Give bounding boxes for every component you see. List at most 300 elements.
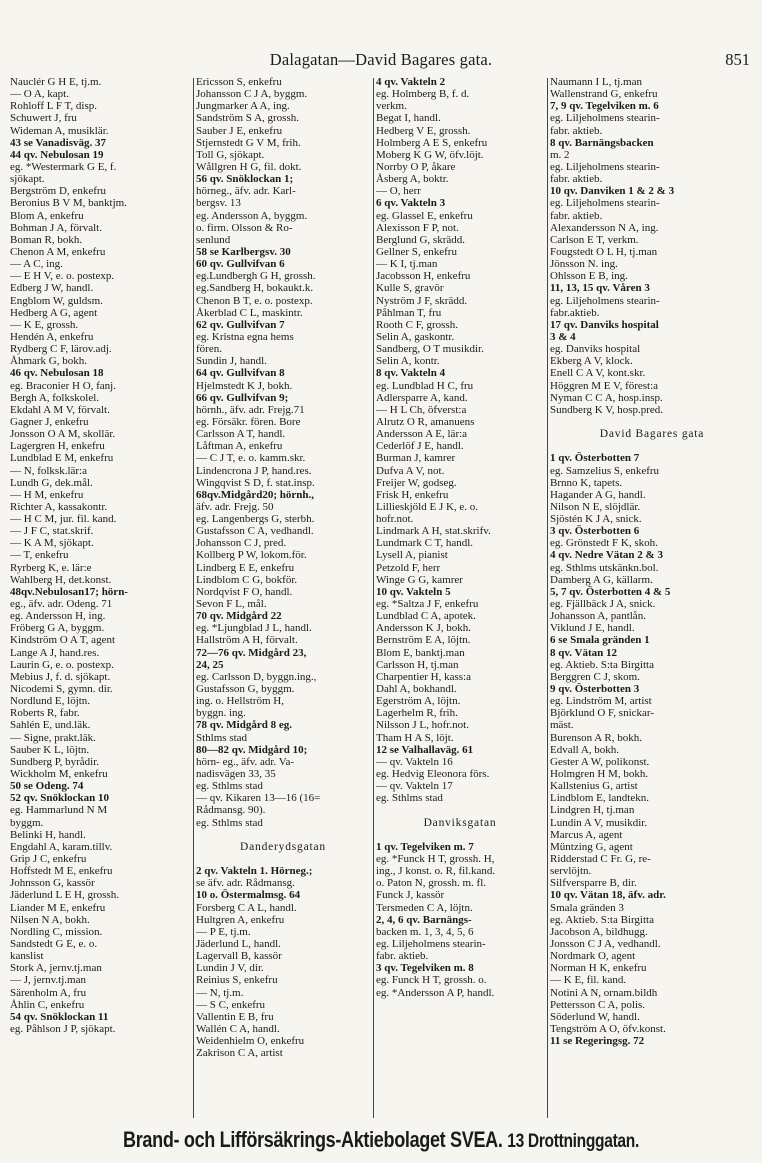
directory-line: Engdahl A, karam.tillv. <box>10 840 113 853</box>
directory-line: Kulle S, gravör <box>376 282 444 295</box>
directory-line: 5, 7 qv. Österbotten 4 & 5 <box>550 585 671 598</box>
directory-line: Andersson A E, lär:a <box>376 428 468 441</box>
directory-line: Ridderstad C Fr. G, re- <box>550 853 651 865</box>
directory-line: Bergh A, folkskolel. <box>10 391 100 404</box>
directory-line: Jönsson N. ing. <box>550 258 618 271</box>
advertisement-footer <box>69 1127 694 1153</box>
directory-line: Nordlund E, löjtn. <box>10 695 91 708</box>
directory-line: Frisk H, enkefru <box>376 488 449 501</box>
directory-line: Liander M E, enkefru <box>10 901 106 914</box>
directory-line: Jacobson A, bildhugg. <box>550 925 648 938</box>
directory-line: Viklund J E, handl. <box>550 622 635 635</box>
directory-line: — J, jernv.tj.man <box>10 974 86 987</box>
directory-line: Särenholm A, fru <box>10 986 87 999</box>
directory-line: 8 qv. Vätan 12 <box>550 646 618 659</box>
directory-line: m. 2 <box>550 148 570 161</box>
directory-line: — T, enkefru <box>10 549 69 562</box>
directory-line: 1 qv. Österbotten 7 <box>550 452 640 465</box>
directory-line: fabr. aktieb. <box>376 950 429 963</box>
directory-line: — H C M, jur. fil. kand. <box>10 513 117 526</box>
directory-line: Lagergren H, enkefru <box>10 440 105 453</box>
directory-line: Hjelmstedt K J, bokh. <box>196 379 293 392</box>
directory-line: eg. Sthlms stad <box>196 780 263 793</box>
directory-line: Edberg J W, handl. <box>10 282 94 295</box>
directory-line: eg. Carlsson D, byggn.ing., <box>196 670 317 683</box>
directory-line: hörn- eg., äfv. adr. Va- <box>196 755 295 768</box>
directory-line: Sundberg P, byrådir. <box>10 755 100 768</box>
directory-line: äfv. adr. Frejg. 50 <box>196 500 274 513</box>
directory-line: Naumann I L, tj.man <box>550 76 642 88</box>
directory-line: Sundberg K V, hosp.pred. <box>550 403 664 416</box>
directory-line: Sevon F L, mål. <box>196 598 267 611</box>
directory-column-2 <box>196 76 370 1119</box>
directory-line: Björklund O F, snickar- <box>550 707 655 720</box>
directory-line: Nordqvist F O, handl. <box>196 585 293 598</box>
directory-line: Lundmark C T, handl. <box>376 537 474 550</box>
directory-line: — K A M, sjökapt. <box>10 537 94 550</box>
directory-line: 80—82 qv. Midgård 10; <box>196 743 308 756</box>
directory-line: o. firm. Olsson & Ro- <box>196 221 293 234</box>
directory-line: Alexandersson N A, ing. <box>550 221 659 234</box>
directory-line: kanslist <box>10 950 44 963</box>
directory-line: Låftman A, enkefru <box>196 440 283 453</box>
directory-line: Toll G, sjökapt. <box>196 148 265 161</box>
directory-line: Åhlin C, enkefru <box>10 998 85 1011</box>
directory-line: 78 qv. Midgård 8 eg. <box>196 719 292 732</box>
directory-line: eg. Lindström M, artist <box>550 695 652 708</box>
directory-line: Carlsson A T, handl. <box>196 428 286 441</box>
directory-line: Pettersson C A, polis. <box>550 998 646 1011</box>
directory-line: Freijer W, godseg. <box>376 476 457 489</box>
directory-line: Lysell A, pianist <box>376 549 448 562</box>
directory-line: Petzold F, herr <box>376 561 441 574</box>
directory-line: — E H V, e. o. postexp. <box>10 270 115 283</box>
directory-line: Alexisson F P, not. <box>376 221 459 234</box>
directory-line: Nordmark O, agent <box>550 950 636 963</box>
directory-line: Wahlberg H, det.konst. <box>10 573 112 586</box>
directory-line: Burenson A R, bokh. <box>550 731 642 744</box>
directory-line: — O, herr <box>376 185 421 198</box>
directory-line: 10 qv. Danviken 1 & 2 & 3 <box>550 185 675 198</box>
directory-line: byggn. ing. <box>196 707 246 720</box>
directory-line: fabr.aktieb. <box>550 306 600 319</box>
directory-line: 10 qv. Vakteln 5 <box>376 585 451 598</box>
directory-line: Nilsen N A, bokh. <box>10 913 90 926</box>
page-number: 851 <box>725 50 750 69</box>
directory-line: 46 qv. Nebulosan 18 <box>10 367 104 380</box>
directory-line: Laurin G, e. o. postexp. <box>10 658 114 671</box>
directory-line: 60 qv. Gullvifvan 6 <box>196 258 285 271</box>
directory-line: 66 qv. Gullvifvan 9; <box>196 391 289 404</box>
directory-line: Lagerhelm R, frih. <box>376 707 458 720</box>
directory-line: eg. Fjällbäck J A, snick. <box>550 598 656 611</box>
directory-line: eg. Hedvig Eleonora förs. <box>376 768 490 781</box>
directory-line: Wållgren H G, fil. dokt. <box>196 160 302 173</box>
directory-line: Damberg A G, källarm. <box>550 573 653 586</box>
directory-line: Jäderlund L E H, grossh. <box>10 889 119 902</box>
directory-line: 10 o. Östermalmsg. 64 <box>196 889 301 902</box>
column-divider <box>547 78 548 1118</box>
directory-line: eg. Liljeholmens stearin- <box>550 160 660 173</box>
directory-line: 11 se Regeringsg. 72 <box>550 1035 645 1048</box>
directory-line: Grip J C, enkefru <box>10 853 87 865</box>
directory-line: Lundblad C A, apotek. <box>376 610 476 623</box>
directory-line: 17 qv. Danviks hospital <box>550 318 659 331</box>
directory-line: Sauber K L, löjtn. <box>10 743 90 756</box>
directory-line: Hedberg A G, agent <box>10 306 98 319</box>
directory-line: Nilson N E, slöjdlär. <box>550 500 641 513</box>
directory-line: 44 qv. Nebulosan 19 <box>10 148 104 161</box>
directory-line: Berggren C J, skom. <box>550 670 640 683</box>
directory-line: 43 se Vanadisväg. 37 <box>10 136 106 149</box>
directory-line: 3 qv. Tegelviken m. 8 <box>376 962 474 975</box>
directory-line: eg. Andersson A, byggm. <box>196 209 308 222</box>
directory-line: fabr. aktieb. <box>550 173 603 186</box>
directory-line: Alrutz O R, amanuens <box>376 415 475 428</box>
directory-line: — N, folksk.lär:a <box>10 464 87 477</box>
directory-line: 4 qv. Nedre Vätan 2 & 3 <box>550 549 663 562</box>
directory-line: eg. Sthlms stad <box>196 816 263 829</box>
directory-line: Hedberg V E, grossh. <box>376 124 471 137</box>
directory-line: eg. Holmberg B, f. d. <box>376 88 470 101</box>
directory-line: verkm. <box>376 100 407 113</box>
directory-line: Sundin J, handl. <box>196 355 267 368</box>
directory-line: — K E, grossh. <box>10 318 79 331</box>
directory-line: Johansson C J A, byggm. <box>196 88 308 101</box>
directory-line: Hoffstedt M E, enkefru <box>10 865 113 878</box>
directory-line: Egerström A, löjtn. <box>376 695 461 708</box>
directory-line: Kindström O A T, agent <box>10 634 116 647</box>
directory-line: 2 qv. Vakteln 1. Hörneg.; <box>196 865 313 878</box>
directory-line: Carlsson H, tj.man <box>376 658 459 671</box>
directory-line: mäst. <box>550 719 574 732</box>
directory-line: Wallén C A, handl. <box>196 1022 280 1035</box>
directory-line: Ohlsson E B, ing. <box>550 270 628 283</box>
directory-line: Silfversparre B, dir. <box>550 877 637 890</box>
directory-line: Mebius J, f. d. sjökapt. <box>10 670 111 683</box>
directory-line: Jacobsson H, enkefru <box>376 270 471 283</box>
directory-line: eg. Danviks hospital <box>550 343 641 356</box>
directory-line: Hultgren A, enkefru <box>196 913 285 926</box>
directory-line: Söderlund W, handl. <box>550 1010 640 1023</box>
directory-line: Begat I, handl. <box>376 112 441 125</box>
directory-line: Gellner S, enkefru <box>376 245 457 258</box>
directory-line: Vallentin E B, fru <box>196 1010 274 1023</box>
directory-line: Åhmark G, bokh. <box>10 355 87 368</box>
directory-line: 6 qv. Vakteln 3 <box>376 197 446 210</box>
directory-line: Ekberg A V, klock. <box>550 355 633 368</box>
directory-line: Jungmarker A A, ing. <box>196 100 290 113</box>
directory-line: Stjernstedt G V M, frih. <box>196 136 301 149</box>
directory-line: Wideman A, musiklär. <box>10 124 109 137</box>
directory-line: eg. *Westermark G E, f. <box>10 160 117 173</box>
directory-column-4 <box>550 76 754 1119</box>
directory-line: eg. Samzelius S, enkefru <box>550 464 660 477</box>
directory-line: eg. Langenbergs G, sterbh. <box>196 513 315 526</box>
directory-line: Holmgren H M, bokh. <box>550 768 649 781</box>
directory-line: Nicodemi S, gymn. dir. <box>10 683 113 696</box>
directory-line: Rydberg C F, lärov.adj. <box>10 343 112 356</box>
directory-line: Höggren M E V, förest:a <box>550 379 659 392</box>
directory-line: eg. *Funck H T, grossh. H, <box>376 853 495 865</box>
directory-line: Carlson E T, verkm. <box>550 233 639 246</box>
directory-line: Lindmark A H, stat.skrifv. <box>376 525 491 538</box>
directory-line: Gagner J, enkefru <box>10 415 89 428</box>
directory-line: eg. *Saltza J F, enkefru <box>376 598 479 611</box>
directory-line: senlund <box>196 233 231 246</box>
directory-columns <box>10 76 754 1119</box>
directory-line: Blom A, enkefru <box>10 209 84 222</box>
directory-line <box>196 853 370 865</box>
directory-line: Schuwert J, fru <box>10 112 77 125</box>
directory-line: backen m. 1, 3, 4, 5, 6 <box>376 925 474 938</box>
directory-line: Lundh G, dek.mål. <box>10 476 93 489</box>
directory-line: Lillieskjöld E J K, e. o. <box>376 500 479 513</box>
directory-line: bergsv. 13 <box>196 197 241 210</box>
directory-line: eg. Påhlson J P, sjökapt. <box>10 1022 116 1035</box>
directory-line: Zakrison C A, artist <box>196 1047 283 1060</box>
directory-line <box>376 804 544 816</box>
directory-line: Jonsson C J A, vedhandl. <box>550 937 661 950</box>
directory-line: Enell C A V, kont.skr. <box>550 367 646 380</box>
directory-line: Jonsson O A M, skollär. <box>10 428 116 441</box>
directory-line: eg. Funck H T, grossh. o. <box>376 974 487 987</box>
directory-line: — qv. Kikaren 13—16 (16= <box>196 792 321 805</box>
directory-line: eg., äfv. adr. Odeng. 71 <box>10 598 113 611</box>
directory-line: Sthlms stad <box>196 731 248 744</box>
directory-line: Kallstenius G, artist <box>550 780 638 793</box>
directory-line: Lagervall B, kassör <box>196 950 282 963</box>
directory-line: Tengström A O, öfv.konst. <box>550 1022 666 1035</box>
directory-line: Engblom W, guldsm. <box>10 294 103 307</box>
directory-line: Holmberg A E S, enkefru <box>376 136 488 149</box>
directory-line: Bernström E A, löjtn. <box>376 634 471 647</box>
directory-line: Wickholm M, enkefru <box>10 768 108 781</box>
directory-line: servlöjtn. <box>550 865 592 878</box>
directory-line: fabr. aktieb. <box>550 209 603 222</box>
directory-line: — Signe, prakt.läk. <box>10 731 96 744</box>
directory-line: 7, 9 qv. Tegelviken m. 6 <box>550 100 659 113</box>
directory-line: eg. Hammarlund N M <box>10 804 108 817</box>
directory-line: — H M, enkefru <box>10 488 84 501</box>
directory-line: Andersson K J, bokh. <box>376 622 472 635</box>
directory-line: Tersmeden C A, löjtn. <box>376 901 473 914</box>
directory-line: 1 qv. Tegelviken m. 7 <box>376 840 474 853</box>
directory-line: 62 qv. Gullvifvan 7 <box>196 318 285 331</box>
directory-line: eg. Försäkr. fören. Bore <box>196 415 301 428</box>
directory-line: 6 se Smala gränden 1 <box>550 634 650 647</box>
directory-line: — P E, tj.m. <box>196 925 251 938</box>
footer-address: 13 Drottninggatan. <box>507 1131 639 1152</box>
page-title: Dalagatan—David Bagares gata. <box>269 50 493 69</box>
directory-line: — K I, tj.man <box>376 258 438 271</box>
directory-line: 24, 25 <box>196 658 224 671</box>
directory-line: se äfv. adr. Rådmansg. <box>196 877 295 890</box>
directory-line: Nyström J F, skrädd. <box>376 294 468 307</box>
directory-line: Sahlén E, und.läk. <box>10 719 91 732</box>
directory-line: eg. Aktieb. S:ta Birgitta <box>550 913 654 926</box>
directory-line: Chenon B T, e. o. postexp. <box>196 294 313 307</box>
directory-line: ing., J konst. o. R, fil.kand. <box>376 865 496 878</box>
directory-line: Selin A, gaskontr. <box>376 330 455 343</box>
directory-line: 9 qv. Österbotten 3 <box>550 683 640 696</box>
directory-line: Johnsson G, kassör <box>10 877 95 890</box>
directory-line: Lange A J, hand.res. <box>10 646 100 659</box>
directory-line: hörneg., äfv. adr. Karl- <box>196 185 296 198</box>
directory-line: Gester A W, polikonst. <box>550 755 650 768</box>
directory-line: fören. <box>196 343 222 356</box>
directory-line: Tham H A S, löjt. <box>376 731 454 744</box>
directory-line: o. Paton N, grossh. m. fl. <box>376 877 486 890</box>
directory-line: Hagander A G, handl. <box>550 488 646 501</box>
directory-line: — J F C, stat.skrif. <box>10 525 94 538</box>
directory-line: Dufva A V, not. <box>376 464 445 477</box>
directory-line: eg. Lundblad H C, fru <box>376 379 474 392</box>
page-header <box>10 50 752 72</box>
directory-line: eg. Liljeholmens stearin- <box>550 294 660 307</box>
directory-line: Bergström D, enkefru <box>10 185 107 198</box>
directory-line: hörnh., äfv. adr. Frejg.71 <box>196 403 305 416</box>
directory-line: 70 qv. Midgård 22 <box>196 610 282 623</box>
directory-line: Rohloff L F T, disp. <box>10 100 97 113</box>
directory-line: eg. Grönstedt F K, skoh. <box>550 537 658 550</box>
directory-line: Ryrberg K, e. lär:e <box>10 561 92 574</box>
directory-line: Belinki H, handl. <box>10 828 86 841</box>
directory-line: eg. Aktieb. S:ta Birgitta <box>550 658 654 671</box>
directory-line: Charpentier H, kass:a <box>376 670 471 683</box>
directory-line: Richter A, kassakontr. <box>10 500 108 513</box>
directory-line: Sandstedt G E, e. o. <box>10 937 98 950</box>
directory-line: Nordling C, mission. <box>10 925 103 938</box>
street-heading: Danviksgatan <box>423 816 497 829</box>
directory-line: Bohman J A, förvalt. <box>10 221 102 234</box>
directory-line: Dahl A, bokhandl. <box>376 683 457 696</box>
directory-line: 8 qv. Barnängsbacken <box>550 136 654 149</box>
directory-line: 3 qv. Österbotten 6 <box>550 525 640 538</box>
directory-line: — qv. Vakteln 17 <box>376 780 453 793</box>
directory-line: Jäderlund L, handl. <box>196 937 281 950</box>
street-heading: Danderydsgatan <box>240 840 326 853</box>
directory-line: eg. Kristna egna hems <box>196 330 294 343</box>
directory-line: eg. *Ljungblad J L, handl. <box>196 622 312 635</box>
street-heading: David Bagares gata <box>599 428 705 441</box>
directory-line: Chenon A M, enkefru <box>10 245 106 258</box>
directory-line: Moberg K G W, öfv.löjt. <box>376 148 484 161</box>
directory-line: eg.Lundbergh G H, grossh. <box>196 270 316 283</box>
directory-line: nadisvägen 33, 35 <box>196 768 276 781</box>
directory-line: — K E, fil. kand. <box>550 974 627 987</box>
directory-column-1 <box>10 76 190 1119</box>
directory-line <box>196 829 370 841</box>
directory-line: Smala gränden 3 <box>550 901 624 914</box>
directory-line: Lindblom E, landtekn. <box>550 792 649 805</box>
directory-line: 48qv.Nebulosan17; hörn- <box>10 585 128 598</box>
directory-line: — A C, ing. <box>10 258 63 271</box>
directory-line: Hendén A, enkefru <box>10 330 94 343</box>
directory-line <box>550 416 754 428</box>
column-divider <box>193 78 194 1118</box>
directory-line: 72—76 qv. Midgård 23, <box>196 646 307 659</box>
directory-line: 68qv.Midgård20; hörnh., <box>196 488 314 501</box>
directory-line: Cederlöf J E, handl. <box>376 440 464 453</box>
column-divider <box>373 78 374 1118</box>
directory-line: 4 qv. Vakteln 2 <box>376 76 446 88</box>
directory-line: Marcus A, agent <box>550 828 623 841</box>
directory-line: eg. Braconier H O, fanj. <box>10 379 116 392</box>
directory-line: Fougstedt O L H, tj.man <box>550 245 658 258</box>
directory-line: Lundin J V, dir. <box>196 962 264 975</box>
directory-line: — H L Ch, öfverst:a <box>376 403 467 416</box>
directory-line: Adlersparre A, kand. <box>376 391 468 404</box>
directory-line: eg. Liljeholmens stearin- <box>550 197 660 210</box>
directory-line: Lindblom C G, bokför. <box>196 573 298 586</box>
directory-line: Norman H K, enkefru <box>550 962 647 975</box>
directory-line: eg. Liljeholmens stearin- <box>376 937 486 950</box>
directory-column-3 <box>376 76 544 1119</box>
directory-line: 11, 13, 15 qv. Våren 3 <box>550 282 650 295</box>
directory-line: Hallström A H, förvalt. <box>196 634 298 647</box>
directory-line: eg. Sthlms stad <box>376 792 443 805</box>
directory-line: — C J T, e. o. kamm.skr. <box>196 452 306 465</box>
directory-line: eg. *Andersson A P, handl. <box>376 986 495 999</box>
directory-line: Nauclér G H E, tj.m. <box>10 76 102 88</box>
directory-line <box>376 829 544 841</box>
directory-line: 52 qv. Snöklockan 10 <box>10 792 110 805</box>
directory-line: — O A, kapt. <box>10 88 69 101</box>
directory-line: 50 se Odeng. 74 <box>10 780 84 793</box>
directory-line: Selin A, kontr. <box>376 355 440 368</box>
directory-line: Boman R, bokh. <box>10 233 83 246</box>
directory-line: Nyman C C A, hosp.insp. <box>550 391 663 404</box>
directory-line: 64 qv. Gullvifvan 8 <box>196 367 285 380</box>
directory-line: Rådmansg. 90). <box>196 804 266 817</box>
directory-line: Brnno K, tapets. <box>550 476 623 489</box>
directory-line: Åsberg A, boktr. <box>376 173 449 186</box>
directory-line: Rooth C F, grossh. <box>376 318 458 331</box>
directory-line: fabr. aktieb. <box>550 124 603 137</box>
directory-line: Johansson C J, pred. <box>196 537 287 550</box>
directory-line: Roberts R, fabr. <box>10 707 80 720</box>
directory-line: Lindgren H, tj.man <box>550 804 635 817</box>
directory-line: Burman J, kamrer <box>376 452 456 465</box>
directory-line: Gustafsson C A, vedhandl. <box>196 525 314 538</box>
footer-company: Brand- och Lifförsäkrings-Aktiebolaget SVEA. <box>123 1127 503 1152</box>
directory-line: 12 se Valhallaväg. 61 <box>376 743 474 756</box>
directory-line: eg.Sandberg H, bokaukt.k. <box>196 282 314 295</box>
directory-line: Edvall A, bokh. <box>550 743 620 756</box>
directory-line: Reinius S, enkefru <box>196 974 278 987</box>
directory-line: 3 & 4 <box>550 330 576 343</box>
directory-line: Beronius B V M, banktjm. <box>10 197 127 210</box>
directory-line: Sandberg, O T musikdir. <box>376 343 484 356</box>
directory-line: — S C, enkefru <box>196 998 266 1011</box>
directory-line: Sandström S A, grossh. <box>196 112 299 125</box>
directory-line: Wingqvist S D, f. stat.insp. <box>196 476 315 489</box>
directory-line: Stork A, jernv.tj.man <box>10 962 102 975</box>
directory-line: Lundblad E M, enkefru <box>10 452 114 465</box>
directory-line: eg. Andersson H, ing. <box>10 610 106 623</box>
directory-line: 56 qv. Snöklockan 1; <box>196 173 294 186</box>
directory-line: Norrby O P, åkare <box>376 160 456 173</box>
directory-line: eg. Liljeholmens stearin- <box>550 112 660 125</box>
directory-line: eg. Sthlms utskänkn.bol. <box>550 561 659 574</box>
directory-line: 2, 4, 6 qv. Barnängs- <box>376 913 472 926</box>
directory-line: Kollberg P W, lokom.för. <box>196 549 307 562</box>
directory-line: Johansson A, pantlån. <box>550 610 646 623</box>
directory-line: Nilsson J L, hofr.not. <box>376 719 469 732</box>
directory-line: byggm. <box>10 816 44 829</box>
directory-line: Funck J, kassör <box>376 889 445 902</box>
